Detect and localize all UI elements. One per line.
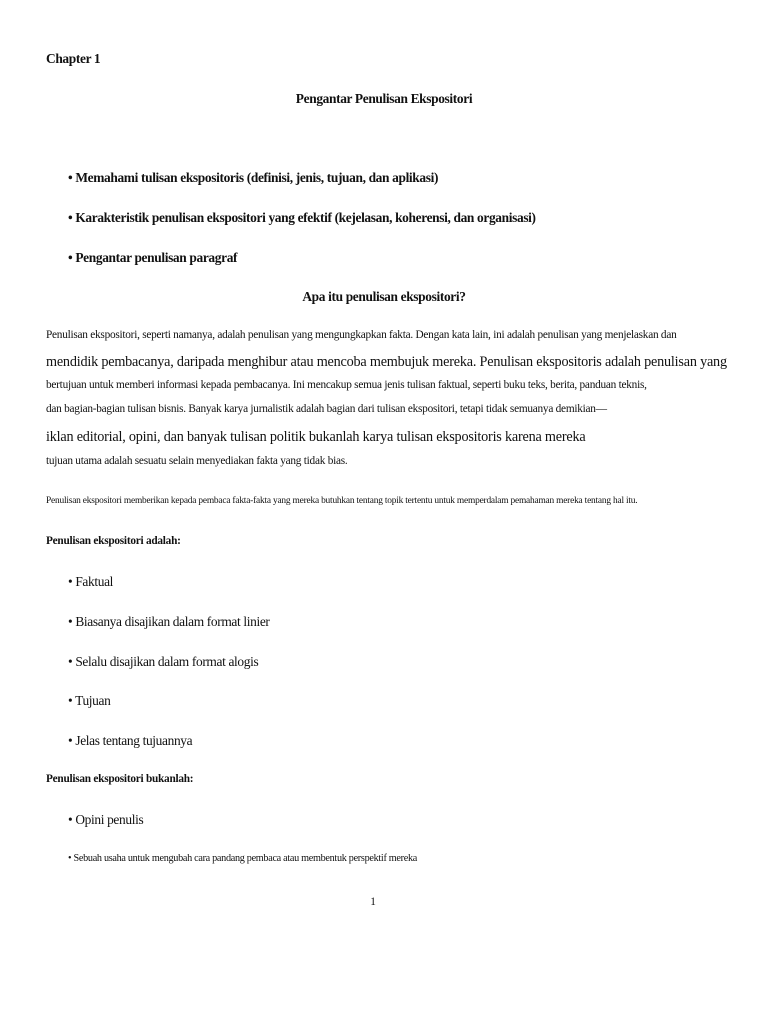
summary-line: Penulisan ekspositori memberikan kepada pembaca fakta-fakta yang mereka butuhkan tentang topik tertentu untuk memperdalam pemahaman mereka tentang hal itu. bbox=[46, 496, 638, 506]
objective-item: • Karakteristik penulisan ekspositori yang efektif (kejelasan, koherensi, dan organisasi) bbox=[68, 210, 536, 225]
page-number: 1 bbox=[370, 896, 376, 908]
body-line: mendidik pembacanya, daripada menghibur atau mencoba membujuk mereka. Penulisan ekspositoris adalah penulisan yang bbox=[46, 354, 727, 370]
is-not-list-item: • Opini penulis bbox=[68, 812, 144, 827]
is-list-item: • Faktual bbox=[68, 574, 114, 589]
body-line: dan bagian-bagian tulisan bisnis. Banyak karya jurnalistik adalah bagian dari tulisan ekspositori, tetapi tidak semuanya demikian— bbox=[46, 403, 607, 415]
page-title: Pengantar Penulisan Ekspositori bbox=[295, 91, 473, 106]
is-list-item: • Selalu disajikan dalam format alogis bbox=[68, 654, 259, 669]
objective-item: • Memahami tulisan ekspositoris (definisi, jenis, tujuan, dan aplikasi) bbox=[68, 170, 439, 185]
is-not-list-item: • Sebuah usaha untuk mengubah cara pandang pembaca atau membentuk perspektif mereka bbox=[68, 853, 417, 864]
section-heading: Apa itu penulisan ekspositori? bbox=[302, 289, 466, 304]
chapter-label: Chapter 1 bbox=[46, 51, 101, 66]
objective-item: • Pengantar penulisan paragraf bbox=[68, 250, 238, 265]
is-heading: Penulisan ekspositori adalah: bbox=[46, 535, 181, 547]
body-line: tujuan utama adalah sesuatu selain menyediakan fakta yang tidak bias. bbox=[46, 455, 348, 467]
body-line: bertujuan untuk memberi informasi kepada pembacanya. Ini mencakup semua jenis tulisan faktual, seperti buku teks, berita, panduan teknis, bbox=[46, 379, 647, 391]
is-list-item: • Tujuan bbox=[68, 693, 111, 708]
body-line: iklan editorial, opini, dan banyak tulisan politik bukanlah karya tulisan ekspositoris karena mereka bbox=[46, 429, 586, 445]
is-not-heading: Penulisan ekspositori bukanlah: bbox=[46, 773, 194, 785]
body-line: Penulisan ekspositori, seperti namanya, adalah penulisan yang mengungkapkan fakta. Dengan kata lain, ini adalah penulisan yang menjelaskan dan bbox=[46, 329, 677, 341]
is-list-item: • Jelas tentang tujuannya bbox=[68, 733, 193, 748]
is-list-item: • Biasanya disajikan dalam format linier bbox=[68, 614, 270, 629]
